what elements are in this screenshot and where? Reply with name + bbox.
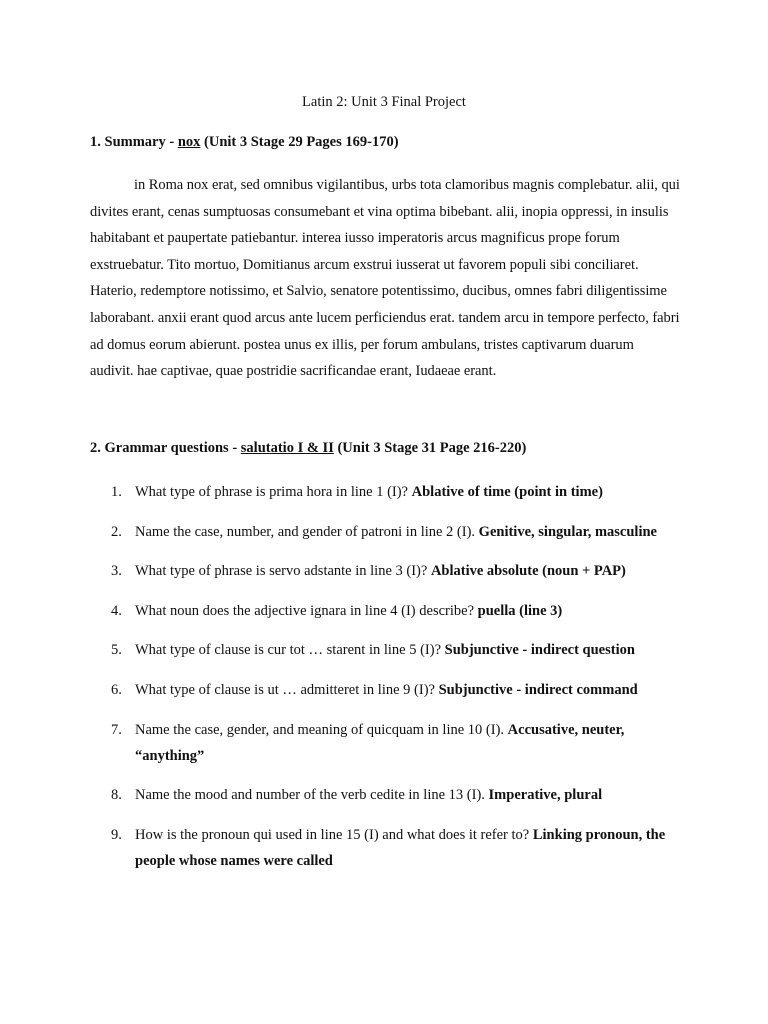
question-answer: Genitive, singular, masculine [478, 523, 657, 540]
question-number: 8. [111, 787, 122, 804]
summary-paragraph: in Roma nox erat, sed omnibus vigilantibus, urbs tota clamoribus magnis complebatur. alii, qui divites erant, cenas sumptuosas consumebant et vina optima bibebant. alii, inopia oppressi, in insulis habitabant et paupertate patiebantur. interea iusso imperatoris arcus magnificus prope forum exstruebatur. Tito mortuo, Domitianus arcum exstrui iusserat ut favorem populi sibi conciliaret. Haterio, redemptore notissimo, et Salvio, senatore potentissimo, ducibus, omnes fabri diligentissime laborabant. anxii erant quod arcus ante lucem perficiendus erat. tandem arcu in tempore perfecto, fabri ad domus eorum abierunt. postea unus ex illis, per forum ambulans, tristes captivarum duarum audivit. hae captivae, quae postridie sacrificandae erant, Iudaeae erant. [90, 177, 680, 380]
question-item [90, 717, 690, 769]
question-text: Name the case, number, and gender of patroni in line 2 (I). [135, 523, 479, 540]
question-item [90, 637, 690, 663]
question-text: What type of phrase is servo adstante in line 3 (I)? [135, 563, 431, 580]
question-number: 6. [111, 681, 122, 698]
question-item [90, 782, 690, 808]
section-1-keyword: nox [177, 134, 201, 150]
question-item [90, 479, 690, 505]
question-number: 7. [111, 721, 122, 738]
question-answer: puella (line 3) [477, 602, 563, 619]
question-answer: Ablative absolute (noun + PAP) [430, 563, 626, 580]
question-number: 1. [111, 484, 122, 500]
question-item [90, 822, 690, 874]
question-number: 3. [111, 563, 122, 580]
question-text: What type of phrase is prima hora in line 1 (I)? [135, 484, 412, 500]
question-text: What type of clause is ut … admitteret in line 9 (I)? [135, 681, 439, 698]
question-answer: Imperative, plural [488, 787, 603, 804]
question-text: What type of clause is cur tot … starent in line 5 (I)? [135, 642, 445, 659]
question-answer: Linking pronoun, the people whose names were called [135, 826, 666, 869]
question-item [90, 677, 690, 703]
question-number: 4. [111, 602, 122, 619]
question-answer: Subjunctive - indirect command [438, 681, 638, 698]
question-answer: Subjunctive - indirect question [444, 642, 635, 659]
section-2-keyword: salutatio I & II [240, 440, 334, 456]
question-text: Name the mood and number of the verb cedite in line 13 (I). [135, 787, 489, 804]
section-1-heading [90, 134, 399, 151]
question-answer: Accusative, neuter, “anything” [135, 721, 625, 764]
question-answer: Ablative of time (point in time) [411, 484, 603, 500]
section-1-prefix: 1. Summary - [90, 134, 178, 150]
question-text: How is the pronoun qui used in line 15 (I) and what does it refer to? [135, 826, 533, 843]
question-number: 5. [111, 642, 122, 659]
question-item [90, 598, 690, 624]
document-title: Latin 2: Unit 3 Final Project [302, 94, 466, 110]
question-item [90, 558, 690, 584]
section-2-heading [90, 440, 526, 457]
question-number: 2. [111, 523, 122, 540]
question-text: What noun does the adjective ignara in line 4 (I) describe? [135, 602, 478, 619]
question-item [90, 519, 690, 545]
section-1-suffix: (Unit 3 Stage 29 Pages 169-170) [200, 134, 399, 150]
grammar-question-list [90, 479, 690, 887]
question-text: Name the case, gender, and meaning of quicquam in line 10 (I). [135, 721, 508, 738]
question-number: 9. [111, 826, 122, 843]
section-2-prefix: 2. Grammar questions - [90, 440, 241, 456]
section-2-suffix: (Unit 3 Stage 31 Page 216-220) [333, 440, 527, 456]
